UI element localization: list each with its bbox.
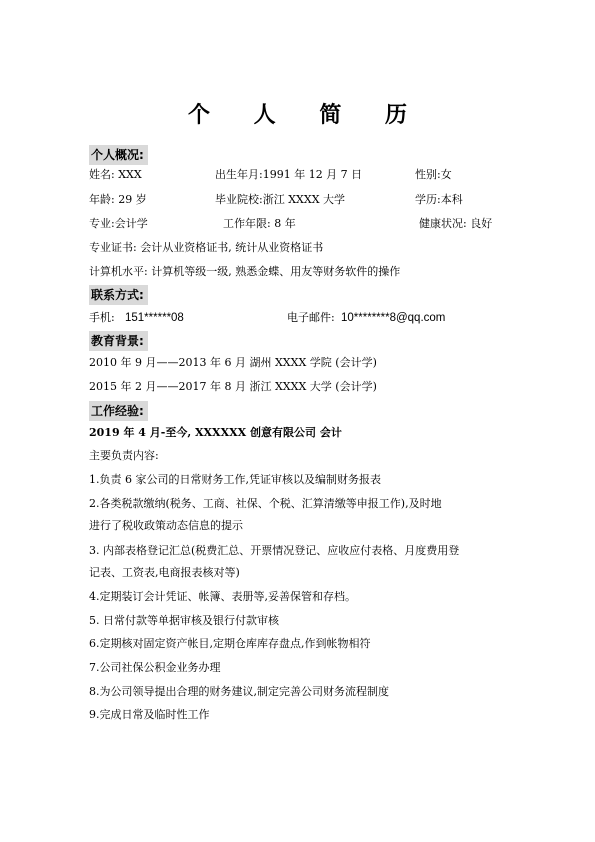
duty-item: 记表、工资表,电商报表核对等) <box>89 566 240 579</box>
name-field: 姓名: XXX <box>89 168 142 181</box>
duty-item: 3. 内部表格登记汇总(税费汇总、开票情况登记、应收应付表格、月度费用登 <box>89 544 460 557</box>
duty-item: 9.完成日常及临时性工作 <box>89 708 210 721</box>
birth-field: 出生年月:1991 年 12 月 7 日 <box>215 168 363 181</box>
degree-field: 学历:本科 <box>415 193 463 206</box>
phone-value: 151******08 <box>125 312 184 324</box>
personal-row-3 <box>89 216 519 232</box>
section-heading-work: 工作经验: <box>89 401 148 421</box>
duty-item: 4.定期装订会计凭证、帐簿、表册等,妥善保管和存档。 <box>89 590 356 603</box>
certificate-line: 专业证书: 会计从业资格证书, 统计从业资格证书 <box>89 241 324 254</box>
email-label: 电子邮件: <box>287 311 335 324</box>
education-item: 2015 年 2 月——2017 年 8 月 浙江 XXXX 大学 (会计学) <box>89 380 377 393</box>
section-heading-contact: 联系方式: <box>89 285 148 305</box>
page-title: 个 人 简 历 <box>188 102 425 128</box>
school-field: 毕业院校:浙江 XXXX 大学 <box>215 193 346 206</box>
personal-row-1 <box>89 167 507 183</box>
personal-row-2 <box>89 192 507 208</box>
duty-item: 5. 日常付款等单据审核及银行付款审核 <box>89 614 279 627</box>
duty-item: 2.各类税款缴纳(税务、工商、社保、个税、汇算清缴等申报工作),及时地 <box>89 497 442 510</box>
job-title-line: 2019 年 4 月-至今, XXXXXX 创意有限公司 会计 <box>89 426 342 439</box>
duty-item: 7.公司社保公积金业务办理 <box>89 661 221 674</box>
major-field: 专业:会计学 <box>89 217 148 230</box>
duty-item: 进行了税收政策动态信息的提示 <box>89 519 243 532</box>
duty-item: 8.为公司领导提出合理的财务建议,制定完善公司财务流程制度 <box>89 685 389 698</box>
education-item: 2010 年 9 月——2013 年 6 月 湖州 XXXX 学院 (会计学) <box>89 356 377 369</box>
duty-item: 1.负责 6 家公司的日常财务工作,凭证审核以及编制财务报表 <box>89 473 381 486</box>
section-heading-personal: 个人概况: <box>89 145 148 165</box>
email-value: 10********8@qq.com <box>341 312 446 324</box>
health-field: 健康状况: 良好 <box>419 217 493 230</box>
duties-label: 主要负责内容: <box>89 449 159 462</box>
years-field: 工作年限: 8 年 <box>223 217 296 230</box>
duty-item: 6.定期核对固定资产帐目,定期仓库库存盘点,作到帐物相符 <box>89 637 371 650</box>
age-field: 年龄: 29 岁 <box>89 193 147 206</box>
contact-row <box>89 310 507 326</box>
gender-field: 性别:女 <box>415 168 452 181</box>
computer-skill-line: 计算机水平: 计算机等级一级, 熟悉金蝶、用友等财务软件的操作 <box>89 265 401 278</box>
phone-label: 手机: <box>89 311 115 324</box>
section-heading-education: 教育背景: <box>89 331 148 351</box>
